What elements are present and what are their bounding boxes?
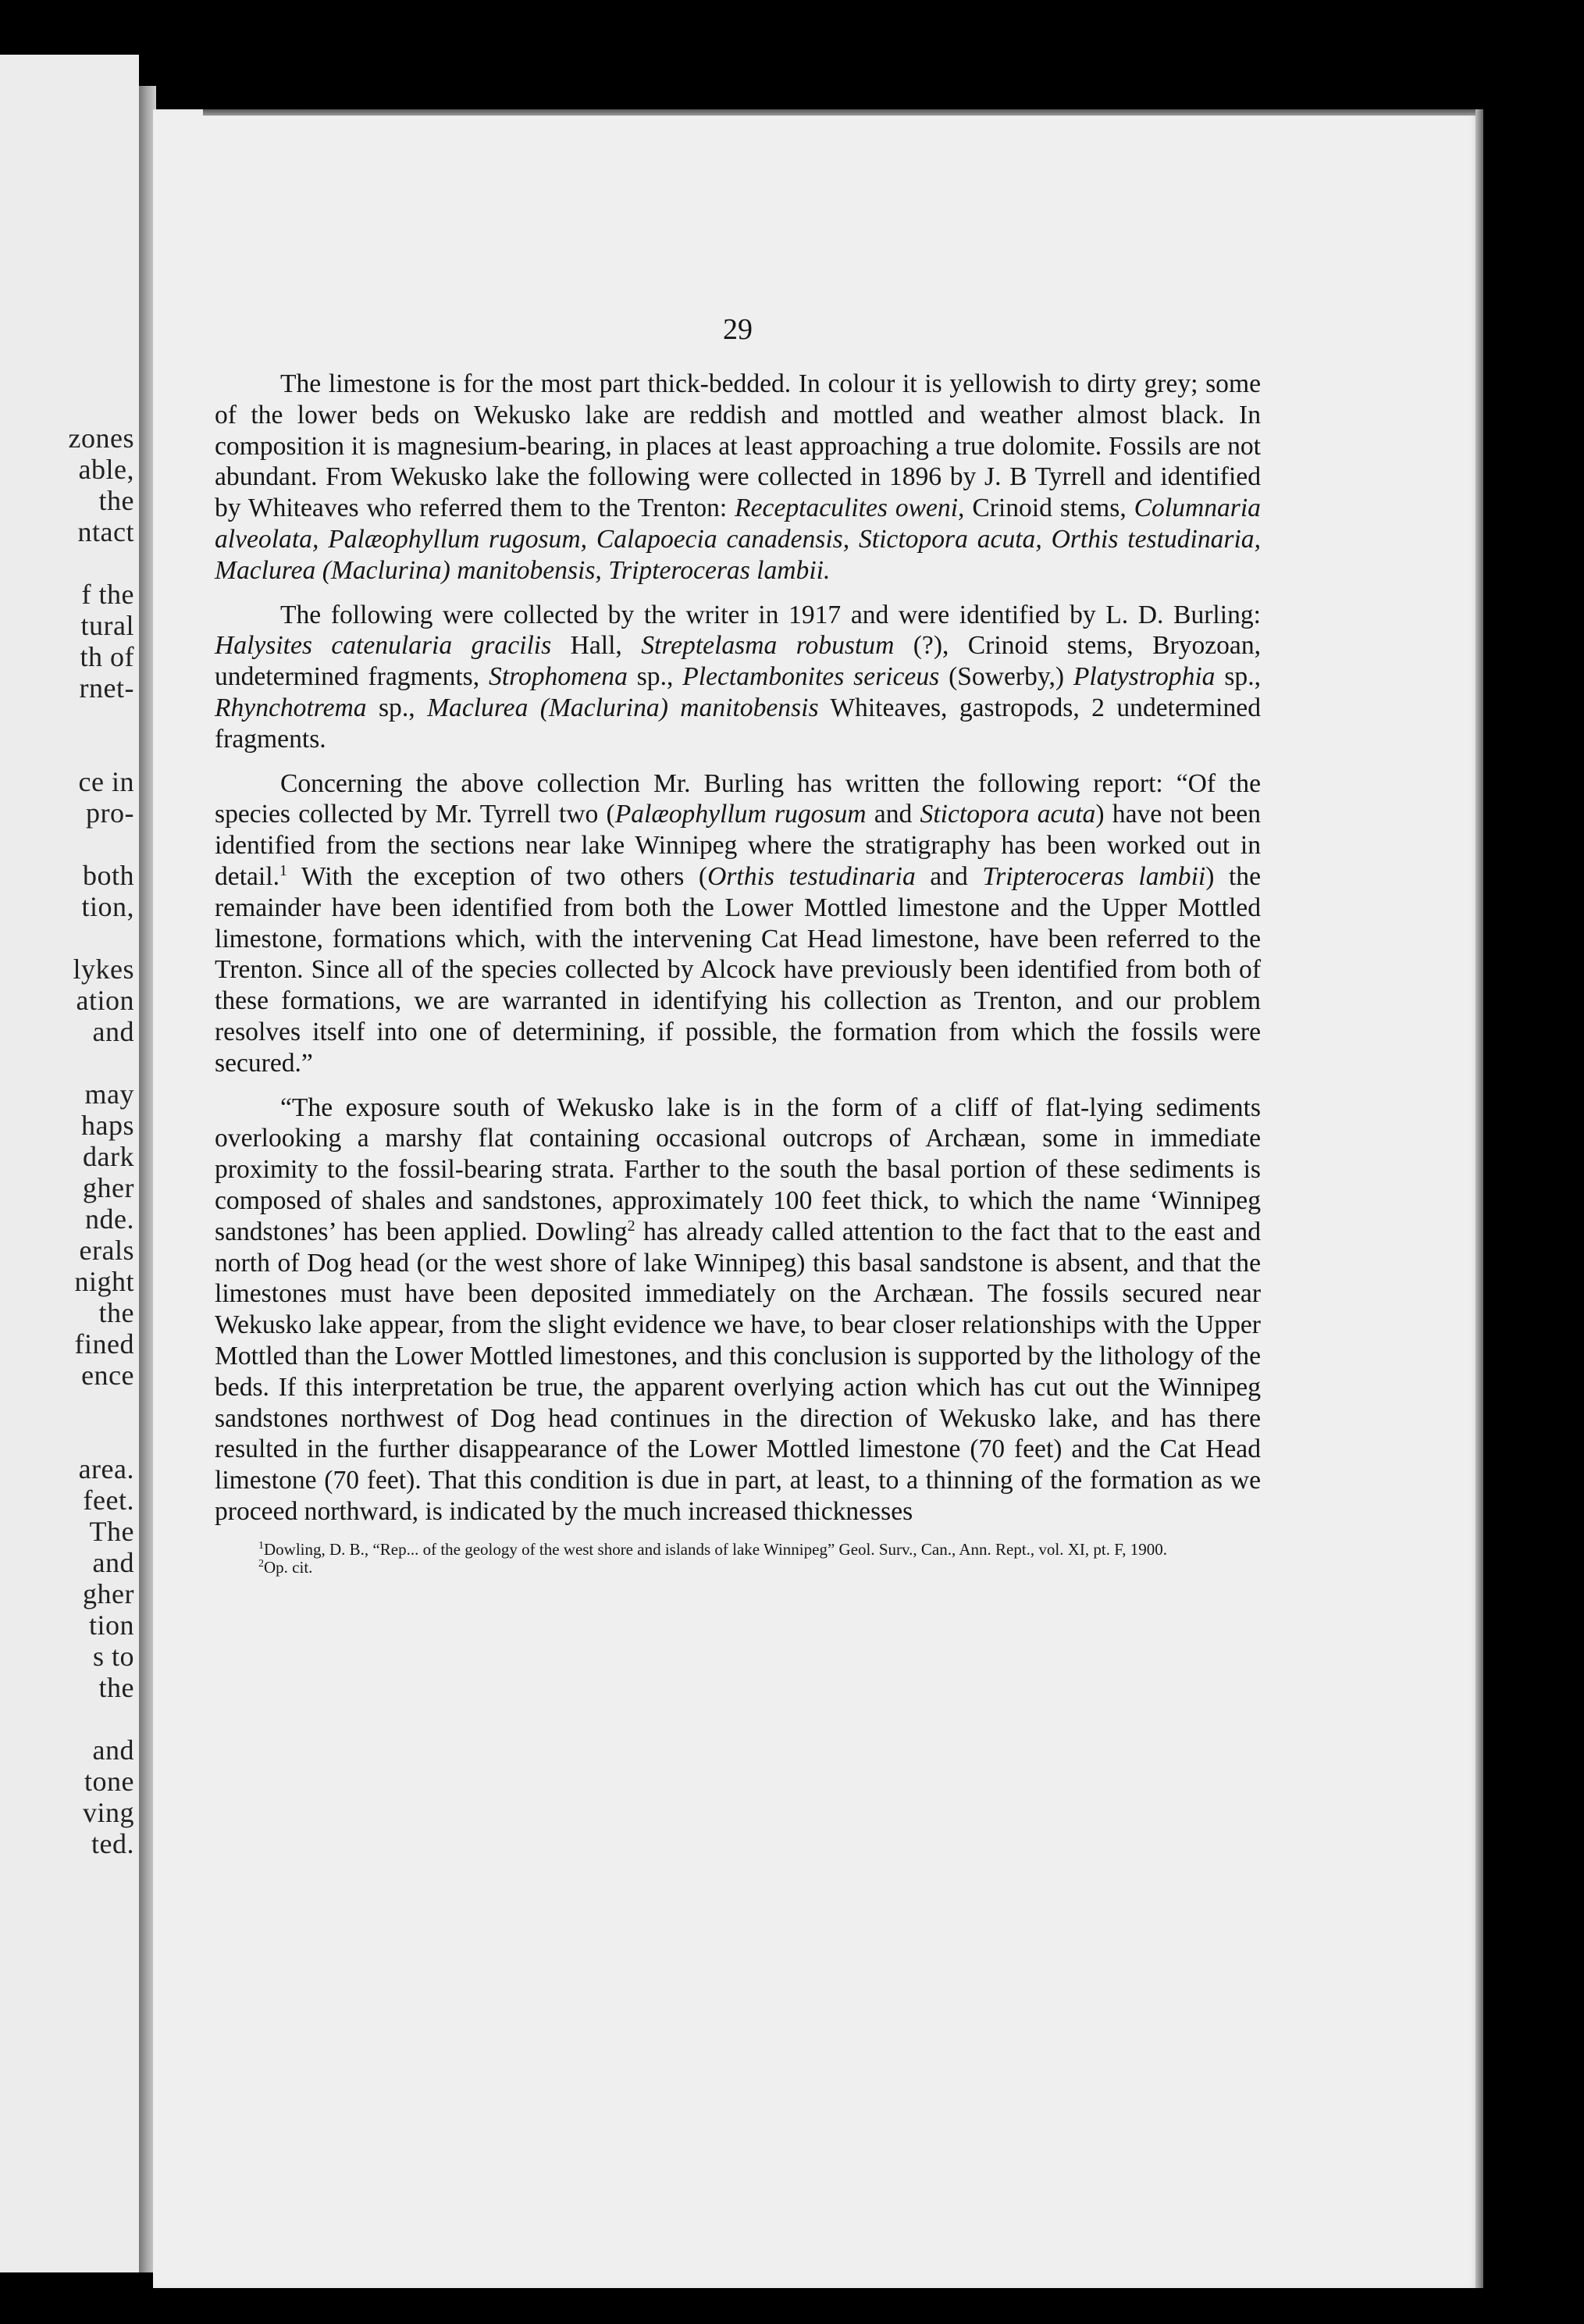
prev-page-fragment: gher: [83, 1578, 134, 1609]
text-run: and: [915, 861, 983, 891]
prev-page-fragment: the: [98, 485, 134, 516]
footnote-mark: 2: [258, 1557, 264, 1570]
prev-page-fragment: ence: [81, 1360, 134, 1391]
species-name: Platystrophia: [1073, 662, 1216, 692]
prev-page-fragment: ted.: [91, 1828, 134, 1859]
species-name: Receptaculites oweni,: [735, 494, 965, 523]
text-run: ) the remainder have been identified from both the Lower Mottled limestone and the Upper Mottled limestone, formations which, with the intervening Cat Head limestone, have been referred to the Trenton. Since all of the species collected by Alcock have previously been identified from both of these formations, we are warranted in identifying his collection as Trenton, and our problem resolves itself into one of determining, if possible, the formation from which the fossils were secured.”: [215, 861, 1261, 1078]
species-name: Tripteroceras lambii: [982, 861, 1206, 891]
prev-page-fragment: tural: [80, 610, 134, 641]
text-run: Whiteaves, gastropods, 2 undetermined fragments.: [215, 693, 1261, 754]
paragraph: [215, 600, 1261, 755]
body-text: [215, 369, 1261, 1527]
text-run: sp.,: [627, 662, 683, 692]
prev-page-fragment: fined: [74, 1328, 134, 1360]
text-run: ) have not been identified from the sections near lake Winnipeg where the stratigraphy has been worked out in detail.: [215, 800, 1261, 891]
footnote-ref: 1: [279, 861, 287, 879]
species-name: Strophomena: [489, 662, 628, 692]
text-run: has already called attention to the fact that to the east and north of Dog head (or the west shore of lake Winnipeg) this basal sandstone is absent, and that the limestones must have been deposited immediately on the Archæan. The fossils secured near Wekusko lake appear, from the slight evidence we have, to bear closer relationships with the Upper Mottled than the Lower Mottled limestones, and this conclusion is supported by the lithology of the beds. If this interpretation be true, the apparent overlying action which has cut out the Winnipeg sandstones northwest of Dog head continues in the direction of Wekusko lake, and has there resulted in the further disappearance of the Lower Mottled limestone (70 feet) and the Cat Head limestone (70 feet). That this condition is due in part, at least, to a thinning of the formation as we proceed northward, is indicated by the much increased thicknesses: [215, 1217, 1261, 1526]
prev-page-fragment: rnet-: [79, 672, 134, 704]
prev-page-fragment: tion: [88, 1609, 134, 1641]
prev-page-fragment: th of: [80, 641, 134, 672]
prev-page-fragment: nde.: [85, 1203, 134, 1235]
prev-page-fragment: The: [89, 1516, 134, 1547]
species-name: Stictopora acuta: [920, 800, 1096, 829]
footnote-mark: 1: [258, 1539, 264, 1552]
text-run: and: [866, 800, 920, 829]
prev-page-fragment: night: [74, 1266, 134, 1297]
prev-page-fragment: may: [84, 1078, 134, 1110]
prev-page-fragment: and: [92, 1547, 134, 1578]
prev-page-fragment: both: [82, 860, 134, 891]
species-name: Plectambonites sericeus: [682, 662, 940, 692]
prev-page-fragment: the: [98, 1672, 134, 1703]
species-name: Columnaria alveolata, Palæophyllum rugosum, Calapoecia canadensis, Stictopora acuta, Orthis testudinaria, Maclurea (Maclurina) manitobensis, Tripteroceras lambii.: [215, 494, 1261, 585]
previous-page-strip: [0, 55, 139, 2272]
text-run: (Sowerby,): [939, 662, 1073, 692]
paragraph: [215, 1092, 1261, 1527]
footnotes: [215, 1541, 1261, 1577]
footnote-text: Dowling, D. B., “Rep... of the geology of the west shore and islands of lake Winnipeg” Geol. Surv., Can., Ann. Rept., vol. XI, pt. F, 1900.: [264, 1539, 1167, 1559]
footnote: [215, 1541, 1261, 1559]
page-top-edge: [203, 109, 1483, 116]
prev-page-fragment: ation: [76, 985, 134, 1016]
species-name: Palæophyllum rugosum: [614, 800, 867, 829]
prev-page-fragment: pro-: [86, 797, 134, 829]
footnote-ref: 2: [627, 1217, 635, 1235]
paragraph: [215, 369, 1261, 586]
species-name: Rhynchotrema: [215, 693, 367, 722]
text-run: The following were collected by the writer in 1917 and were identified by L. D. Burling:: [280, 600, 1261, 629]
text-run: sp.,: [1215, 662, 1262, 692]
text-run: “The exposure south of Wekusko lake is in the form of a cliff of flat-lying sediments overlooking a marshy flat containing occasional outcrops of Archæan, some in immediate proximity to the fossil-bearing strata. Farther to the south the basal portion of these sediments is composed of shales and sandstones, approximately 100 feet thick, to which the name ‘Winnipeg sandstones’ has been applied. Dowling: [215, 1092, 1261, 1246]
prev-page-fragment: dark: [83, 1141, 134, 1172]
text-run: Crinoid stems,: [964, 494, 1134, 523]
prev-page-fragment: lykes: [73, 953, 134, 985]
prev-page-fragment: feet.: [83, 1485, 134, 1516]
prev-page-fragment: haps: [81, 1110, 134, 1141]
prev-page-fragment: area.: [78, 1453, 134, 1485]
footnote-text: Op. cit.: [264, 1557, 313, 1577]
species-name: Orthis testudinaria: [707, 861, 916, 891]
text-run: The limestone is for the most part thick-bedded. In colour it is yellowish to dirty grey; some of the lower beds on Wekusko lake are reddish and mottled and weather almost black. In composition it is magnesium-bearing, in places at least approaching a true dolomite. Fossils are not abundant. From Wekusko lake the following were collected in 1896 by J. B Tyrrell and identified by Whiteaves who referred them to the Trenton:: [215, 369, 1261, 523]
prev-page-fragment: zones: [68, 422, 134, 454]
species-name: Streptelasma robustum: [641, 631, 895, 661]
prev-page-fragment: erals: [79, 1235, 134, 1266]
prev-page-fragment: f the: [81, 579, 134, 610]
page-content: [215, 312, 1261, 1577]
page-right-edge: [1475, 109, 1483, 2288]
text-run: Hall,: [551, 631, 642, 661]
prev-page-fragment: and: [92, 1734, 134, 1766]
species-name: Halysites catenularia gracilis: [215, 631, 552, 661]
prev-page-fragment: ntact: [77, 516, 134, 547]
prev-page-fragment: the: [98, 1297, 134, 1328]
species-name: Maclurea (Maclurina) manitobensis: [427, 693, 819, 722]
text-run: With the exception of two others (: [287, 861, 708, 891]
prev-page-fragment: and: [92, 1016, 134, 1047]
prev-page-fragment: tion,: [81, 891, 134, 922]
prev-page-fragment: able,: [78, 454, 134, 485]
prev-page-fragment: tone: [84, 1766, 134, 1797]
prev-page-fragment: ving: [82, 1797, 134, 1828]
footnote: [215, 1559, 1261, 1577]
text-run: Concerning the above collection Mr. Burling has written the following report: “Of the species collected by Mr. Tyrrell two (: [215, 768, 1261, 829]
paragraph: [215, 768, 1261, 1079]
prev-page-fragment: s to: [92, 1641, 134, 1672]
text-run: sp.,: [366, 693, 428, 722]
text-run: (?), Crinoid stems, Bryozoan, undetermined fragments,: [215, 631, 1262, 692]
page-number: 29: [723, 313, 753, 346]
prev-page-fragment: gher: [83, 1172, 134, 1203]
prev-page-fragment: ce in: [78, 766, 134, 797]
